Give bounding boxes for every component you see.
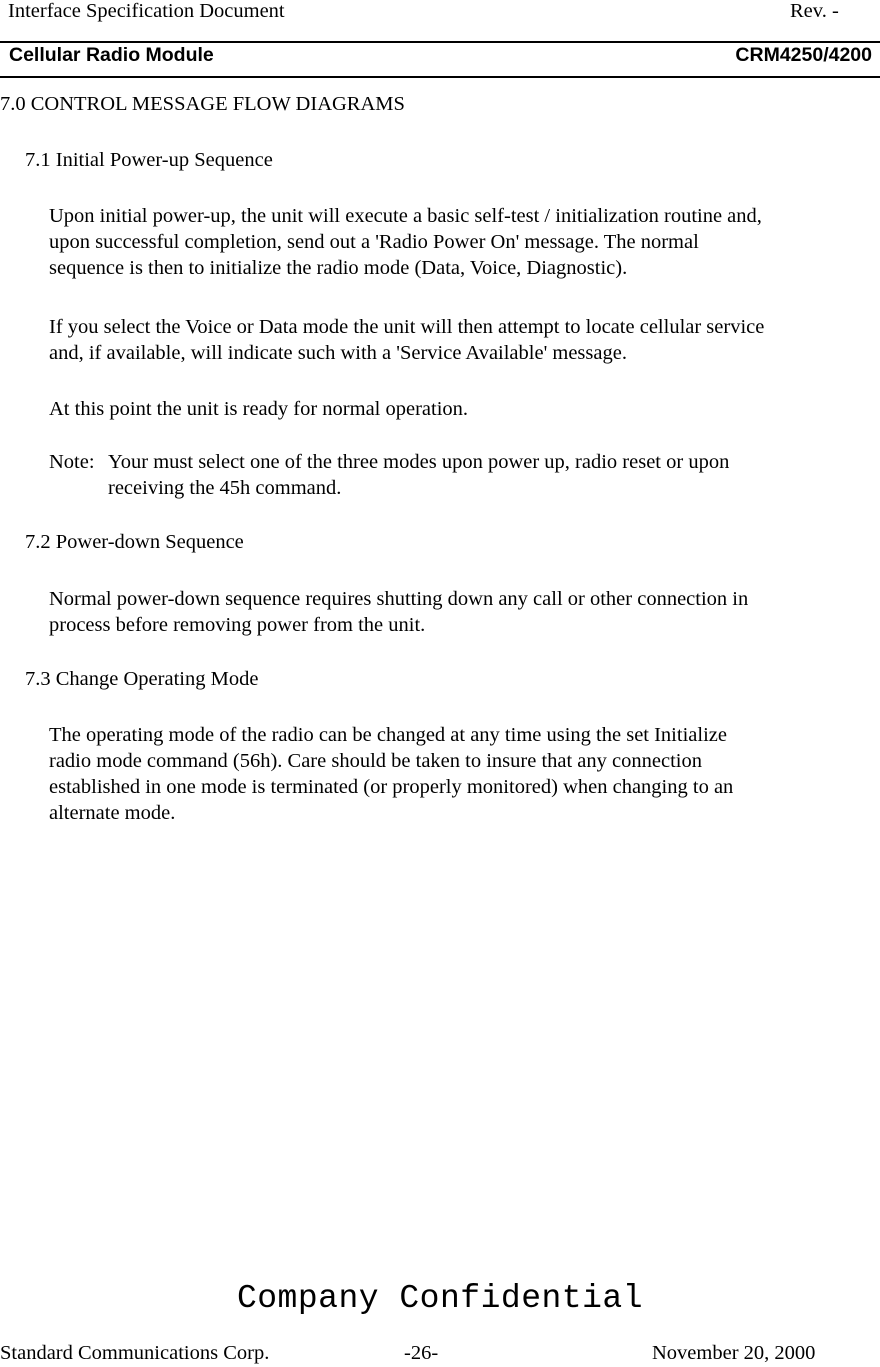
paragraph: Normal power-down sequence requires shutting down any call or other connection in process before removing power from the unit. bbox=[49, 588, 749, 636]
paragraph: Upon initial power-up, the unit will execute a basic self-test / initialization routine and, upon successful completion, send out a 'Radio Power On' message. The normal sequence is then to initialize the radio mode (Data, Voice, Diagnostic). bbox=[49, 205, 762, 279]
note-text-line: receiving the 45h command. bbox=[108, 477, 342, 499]
header-revision: Rev. - bbox=[790, 0, 839, 22]
subsection-heading: 7.2 Power-down Sequence bbox=[25, 531, 244, 553]
paragraph: If you select the Voice or Data mode the unit will then attempt to locate cellular service and, if available, will indicate such with a 'Service Available' message. bbox=[49, 316, 765, 364]
page-number: -26- bbox=[404, 1342, 439, 1364]
header-module-name: Cellular Radio Module bbox=[9, 44, 214, 66]
confidential-banner: Company Confidential bbox=[236, 1280, 644, 1317]
subsection-heading: 7.3 Change Operating Mode bbox=[25, 668, 259, 690]
header-rule-bottom bbox=[0, 76, 880, 78]
subsection-heading: 7.1 Initial Power-up Sequence bbox=[25, 149, 273, 171]
header-rule-top bbox=[0, 41, 880, 43]
footer-company: Standard Communications Corp. bbox=[0, 1342, 270, 1364]
header-doc-title: Interface Specification Document bbox=[8, 0, 285, 22]
note-label: Note: bbox=[49, 451, 95, 473]
footer-date: November 20, 2000 bbox=[652, 1342, 816, 1364]
note-text-line: Your must select one of the three modes upon power up, radio reset or upon bbox=[108, 451, 730, 473]
paragraph: At this point the unit is ready for normal operation. bbox=[49, 398, 469, 420]
header-model: CRM4250/4200 bbox=[735, 44, 872, 66]
section-title: 7.0 CONTROL MESSAGE FLOW DIAGRAMS bbox=[0, 93, 405, 115]
paragraph: The operating mode of the radio can be changed at any time using the set Initialize radio mode command (56h). Care should be taken to insure that any connection established in one mode is terminated (or properly monitored) when changing to an alternate mode. bbox=[49, 724, 734, 824]
